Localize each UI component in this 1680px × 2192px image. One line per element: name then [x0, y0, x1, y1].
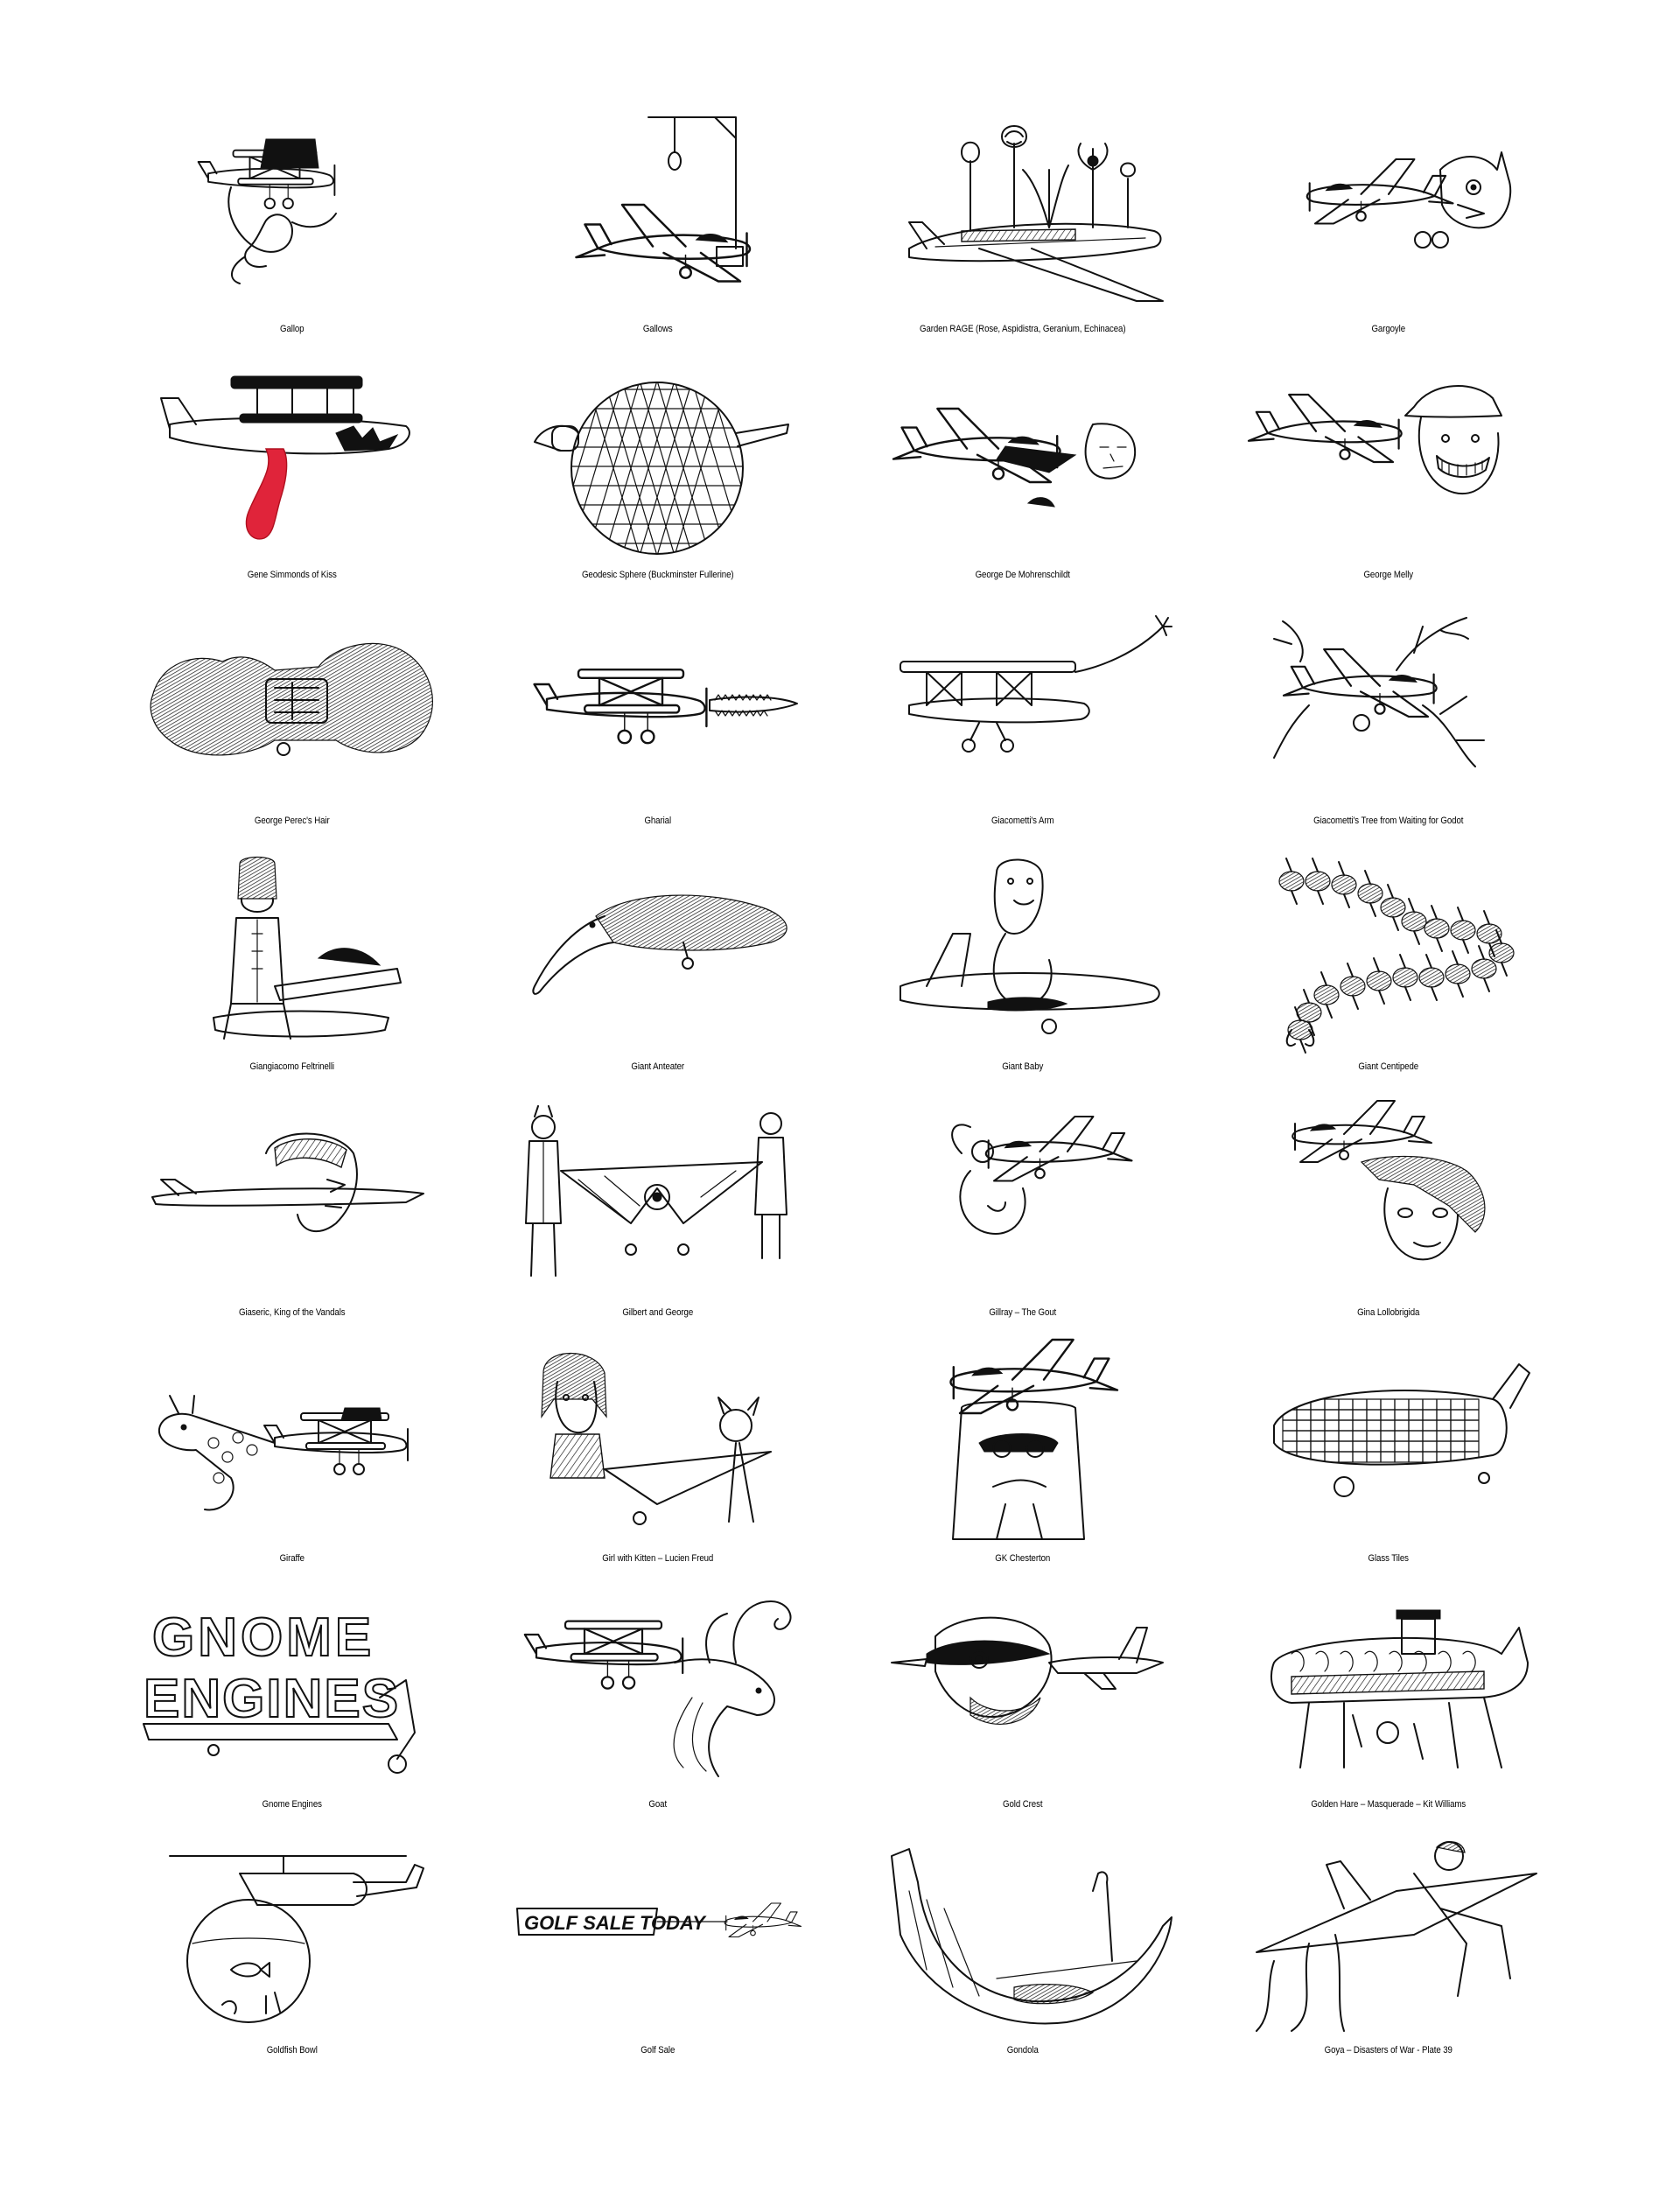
drawing-caption: Giacometti's Tree from Waiting for Godot — [1312, 816, 1463, 826]
drawing-caption: Gargoyle — [1370, 324, 1405, 334]
drawing-cell-gnome-engines — [109, 1580, 475, 1826]
drawing-caption: Gnome Engines — [262, 1799, 322, 1810]
drawing-caption: Girl with Kitten – Lucien Freud — [601, 1553, 713, 1564]
flower-garden-plane-illustration-icon — [874, 117, 1172, 310]
drawing-cell-goya — [1206, 1826, 1572, 2072]
drawing-cell-george-de-mohrenschildt — [840, 351, 1206, 597]
engines-lettering: ENGINES — [143, 1669, 400, 1729]
drawing-cell-girl-with-kitten — [475, 1334, 841, 1580]
giraffe-biplane-illustration-icon — [144, 1347, 441, 1539]
drawing-cell-giraffe — [109, 1334, 475, 1580]
drawing-cell-george-perec-hair — [109, 597, 475, 843]
drawing-cell-giant-centipede — [1206, 843, 1572, 1089]
drawing-caption: Giant Baby — [1002, 1061, 1044, 1072]
drawing-caption: Gina Lollobrigida — [1356, 1307, 1419, 1318]
drawing-caption: Golf Sale — [640, 2045, 675, 2055]
drawing-cell-giacometti-tree — [1206, 597, 1572, 843]
drawing-cell-gene-simmonds — [109, 351, 475, 597]
drawing-cell-glass-tiles — [1206, 1334, 1572, 1580]
goya-plane-illustration-icon — [1239, 1838, 1536, 2031]
drawing-caption: Glass Tiles — [1368, 1553, 1409, 1564]
drawing-caption: Giant Centipede — [1357, 1061, 1418, 1072]
gargoyle-plane-illustration-icon — [1239, 117, 1536, 310]
drawing-cell-giant-anteater — [475, 843, 841, 1089]
gallows-plane-illustration-icon — [508, 117, 806, 310]
drawing-cell-garden-rage — [840, 105, 1206, 351]
girl-kitten-plane-illustration-icon — [508, 1347, 806, 1539]
woman-face-plane-illustration-icon — [1239, 1101, 1536, 1293]
drawing-cell-goldfish-bowl — [109, 1826, 475, 2072]
drawing-caption: Gilbert and George — [621, 1307, 693, 1318]
drawing-cell-gondola — [840, 1826, 1206, 2072]
lettering-plane-illustration-icon — [144, 1593, 441, 1785]
drawing-caption: Gene Simmonds of Kiss — [247, 570, 337, 580]
gharial-biplane-illustration-icon — [508, 609, 806, 802]
drawing-caption: George Melly — [1362, 570, 1413, 580]
drawing-caption: Gondola — [1006, 2045, 1039, 2055]
gnome-lettering: GNOME — [151, 1607, 374, 1668]
anteater-plane-illustration-icon — [508, 855, 806, 1047]
drawing-caption: Goldfish Bowl — [266, 2045, 318, 2055]
drawing-caption: Giaseric, King of the Vandals — [238, 1307, 346, 1318]
hare-plane-illustration-icon — [1239, 1593, 1536, 1785]
drawing-caption: Goat — [648, 1799, 667, 1810]
drawing-cell-gk-chesterton — [840, 1334, 1206, 1580]
centipede-illustration-icon — [1239, 855, 1536, 1047]
drawing-cell-gharial — [475, 597, 841, 843]
flying-horse-plane-illustration-icon — [144, 117, 441, 310]
tree-plane-illustration-icon — [1239, 609, 1536, 802]
drawing-caption: Gallop — [280, 324, 304, 334]
drawing-cell-giant-baby — [840, 843, 1206, 1089]
drawing-caption: Giacometti's Arm — [991, 816, 1054, 826]
banner-plane-illustration-icon — [508, 1838, 806, 2031]
goat-plane-illustration-icon — [508, 1593, 806, 1785]
drawing-cell-gina-lollobrigida — [1206, 1089, 1572, 1334]
gout-plane-illustration-icon — [874, 1101, 1172, 1293]
drawing-caption: George Perec's Hair — [254, 816, 330, 826]
drawing-caption: Giangiacomo Feltrinelli — [249, 1061, 334, 1072]
helmet-face-plane-illustration-icon — [144, 1101, 441, 1293]
arm-biplane-illustration-icon — [874, 609, 1172, 802]
drawing-caption: Gallows — [642, 324, 673, 334]
guard-figure-plane-illustration-icon — [144, 855, 441, 1047]
gondola-plane-illustration-icon — [874, 1838, 1172, 2031]
drawing-caption: Geodesic Sphere (Buckminster Fullerine) — [581, 570, 734, 580]
drawing-caption: Gharial — [643, 816, 671, 826]
drawing-cell-golf-sale — [475, 1826, 841, 2072]
drawing-caption: Garden RAGE (Rose, Aspidistra, Geranium, Echinacea) — [920, 324, 1126, 334]
bird-jet-illustration-icon — [874, 1593, 1172, 1785]
drawing-cell-giangiacomo-feltrinelli — [109, 843, 475, 1089]
drawing-cell-goat — [475, 1580, 841, 1826]
baby-plane-illustration-icon — [874, 855, 1172, 1047]
drawing-cell-gaiseric — [109, 1089, 475, 1334]
drawing-caption: Golden Hare – Masquerade – Kit Williams — [1310, 1799, 1466, 1810]
drawing-cell-gilbert-and-george — [475, 1089, 841, 1334]
drawing-cell-gargoyle — [1206, 105, 1572, 351]
drawing-caption: Giant Anteater — [630, 1061, 684, 1072]
hat-face-plane-illustration-icon — [1239, 363, 1536, 556]
drawing-caption: Goya – Disasters of War - Plate 39 — [1324, 2045, 1452, 2055]
drawing-caption: George De Mohrenschildt — [975, 570, 1070, 580]
drawing-cell-gold-crest — [840, 1580, 1206, 1826]
banner-text: GOLF SALE TODAY — [524, 1912, 706, 1934]
drawing-cell-gallows — [475, 105, 841, 351]
drawing-cell-gallop — [109, 105, 475, 351]
two-men-plane-illustration-icon — [508, 1101, 806, 1293]
drawing-cell-gillray-gout — [840, 1089, 1206, 1334]
drawing-cell-geodesic-sphere — [475, 351, 841, 597]
drawing-caption: Gold Crest — [1003, 1799, 1043, 1810]
face-plane-illustration-icon — [874, 363, 1172, 556]
bust-plane-illustration-icon — [874, 1347, 1172, 1539]
tiled-plane-illustration-icon — [1239, 1347, 1536, 1539]
kiss-tongue-plane-illustration-icon — [144, 363, 441, 556]
drawing-cell-giacometti-arm — [840, 597, 1206, 843]
drawing-caption: Giraffe — [279, 1553, 304, 1564]
goldfish-helicopter-illustration-icon — [144, 1838, 441, 2031]
hair-plane-illustration-icon — [144, 609, 441, 802]
drawing-cell-golden-hare — [1206, 1580, 1572, 1826]
drawing-cell-george-melly — [1206, 351, 1572, 597]
geodesic-sphere-plane-illustration-icon — [508, 363, 806, 556]
drawing-grid — [109, 105, 1571, 2072]
drawing-caption: Gillray – The Gout — [989, 1307, 1057, 1318]
drawing-caption: GK Chesterton — [995, 1553, 1051, 1564]
